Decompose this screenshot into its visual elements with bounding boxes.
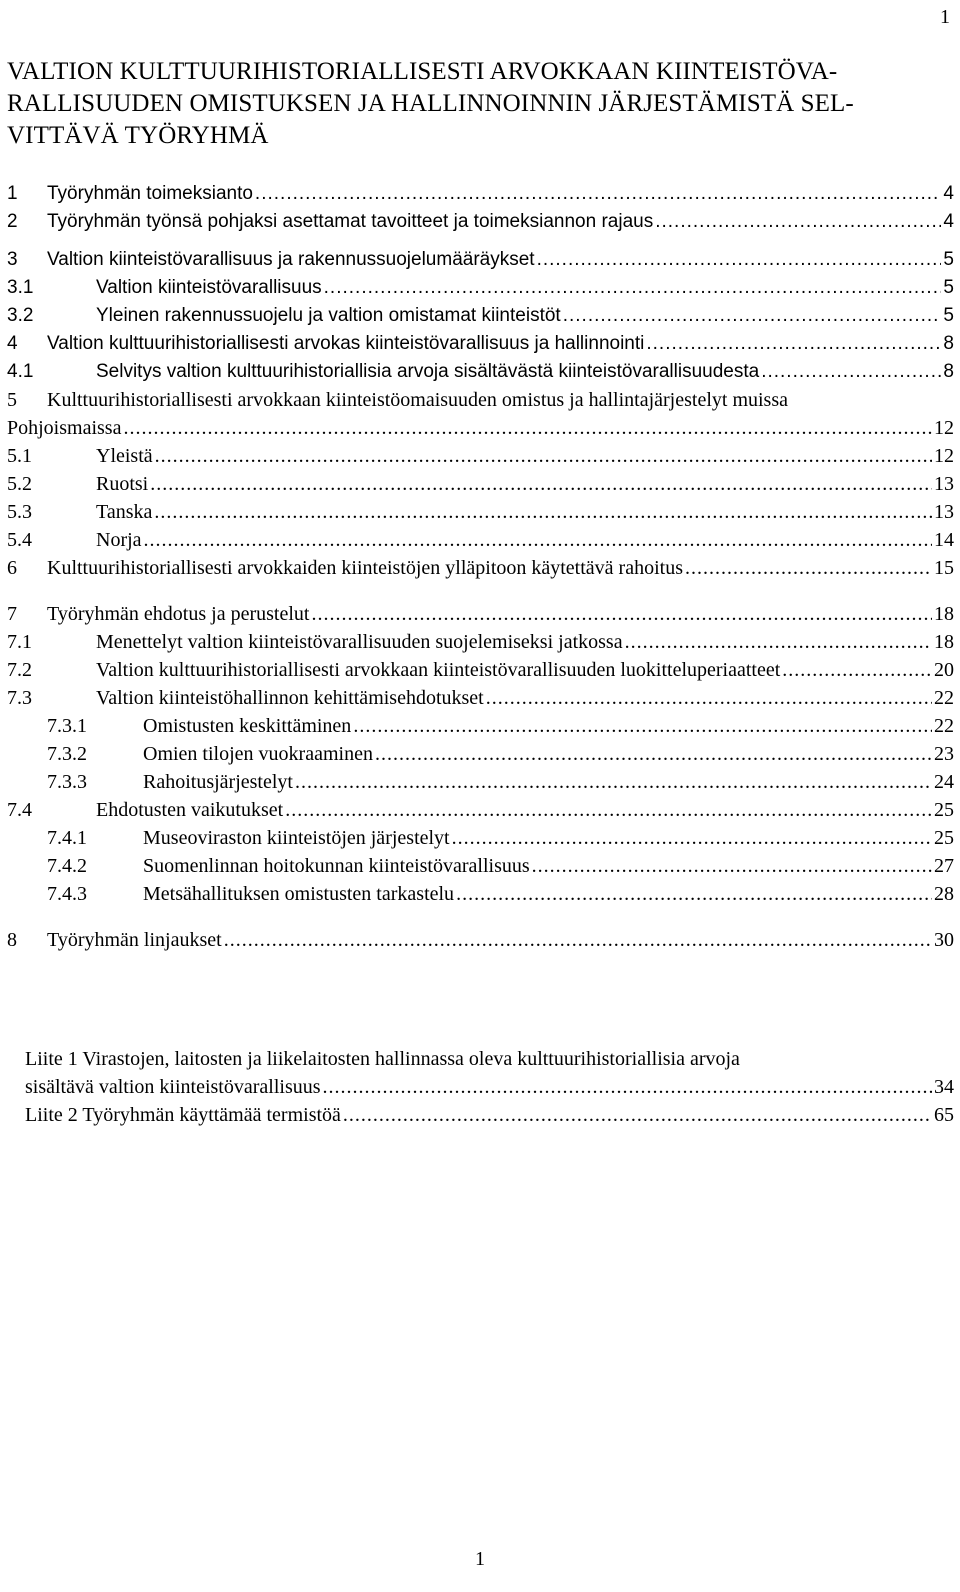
toc-entry[interactable] (7, 600, 954, 628)
toc-entry[interactable] (7, 526, 954, 554)
toc-number: 7 (7, 603, 17, 625)
toc-leader (311, 600, 932, 628)
toc-leader (295, 768, 932, 796)
toc-number: 7.4.2 (47, 855, 87, 877)
toc-number: 7.4.1 (47, 827, 87, 849)
toc-title: Pohjoismaissa (7, 417, 122, 439)
toc-title: Yleistä (96, 445, 153, 467)
toc-entry[interactable] (7, 386, 954, 414)
toc-title: Ruotsi (96, 473, 149, 495)
toc-number: 5.3 (7, 501, 32, 523)
toc-entry[interactable] (7, 628, 954, 656)
appendix-title: Liite 1 Virastojen, laitosten ja liikelaitosten hallinnassa oleva kulttuurihistoriallisia arvoja (25, 1048, 740, 1070)
toc-page: 30 (934, 929, 954, 951)
toc-page: 12 (934, 445, 954, 467)
appendix-page: 34 (934, 1076, 954, 1098)
toc-leader (255, 180, 942, 208)
toc-entry[interactable] (7, 684, 954, 712)
toc-number: 7.2 (7, 659, 32, 681)
toc-page: 22 (934, 715, 954, 737)
toc-entry[interactable] (7, 796, 954, 824)
toc-page: 12 (934, 417, 954, 439)
toc-title: Yleinen rakennussuojelu ja valtion omistamat kiinteistöt (96, 305, 561, 326)
toc-leader (782, 656, 932, 684)
toc-title: Kulttuurihistoriallisesti arvokkaan kiinteistöomaisuuden omistus ja hallintajärjestelyt muissa (47, 389, 788, 411)
toc-title: Omistusten keskittäminen (143, 715, 352, 737)
toc-page: 22 (934, 687, 954, 709)
toc-leader (375, 740, 932, 768)
toc-page: 13 (934, 501, 954, 523)
toc-entry[interactable] (7, 208, 954, 236)
toc-page: 18 (934, 603, 954, 625)
toc-page: 14 (934, 529, 954, 551)
appendix-title: Liite 2 Työryhmän käyttämää termistöä (25, 1104, 341, 1126)
toc-number: 8 (7, 929, 17, 951)
toc-page: 4 (943, 183, 954, 204)
toc-page: 18 (934, 631, 954, 653)
toc-entry-continuation[interactable] (7, 414, 954, 442)
toc-leader (343, 1101, 932, 1129)
toc-entry[interactable] (7, 358, 954, 386)
toc-number: 7.3.1 (47, 715, 87, 737)
toc-title: Museoviraston kiinteistöjen järjestelyt (143, 827, 450, 849)
toc-entry[interactable] (7, 470, 954, 498)
toc-number: 5.2 (7, 473, 32, 495)
appendix-list (25, 1045, 954, 1129)
toc-entry[interactable] (7, 246, 954, 274)
toc-page: 24 (934, 771, 954, 793)
toc-entry[interactable] (7, 880, 954, 908)
toc-number: 7.3 (7, 687, 32, 709)
toc-title: Työryhmän työnsä pohjaksi asettamat tavoitteet ja toimeksiannon rajaus (47, 211, 654, 232)
toc-leader (324, 274, 942, 302)
toc-number: 7.4 (7, 799, 32, 821)
appendix-entry[interactable] (25, 1101, 954, 1129)
toc-title: Ehdotusten vaikutukset (96, 799, 284, 821)
page-number-bottom: 1 (475, 1548, 485, 1570)
toc-page: 20 (934, 659, 954, 681)
toc-entry[interactable] (7, 740, 954, 768)
toc-entry[interactable] (7, 852, 954, 880)
toc-leader (224, 926, 932, 954)
toc-number: 3 (7, 249, 18, 270)
toc-leader (452, 824, 932, 852)
toc-leader (155, 442, 932, 470)
toc-number: 2 (7, 211, 18, 232)
toc-title: Valtion kiinteistövarallisuus (96, 277, 322, 298)
toc-entry[interactable] (7, 274, 954, 302)
toc-number: 1 (7, 183, 18, 204)
toc-title: Työryhmän ehdotus ja perustelut (47, 603, 310, 625)
toc-title: Omien tilojen vuokraaminen (143, 743, 373, 765)
toc-page: 28 (934, 883, 954, 905)
toc-page: 23 (934, 743, 954, 765)
appendix-page: 65 (934, 1104, 954, 1126)
appendix-entry-continuation[interactable] (25, 1073, 954, 1101)
toc-number: 7.3.3 (47, 771, 87, 793)
toc-number: 4 (7, 333, 18, 354)
toc-leader (532, 852, 932, 880)
toc-page: 27 (934, 855, 954, 877)
toc-title: Tanska (96, 501, 153, 523)
toc-title: Menettelyt valtion kiinteistövarallisuuden suojelemiseksi jatkossa (96, 631, 623, 653)
toc-title: Valtion kiinteistövarallisuus ja rakennussuojelumääräykset (47, 249, 535, 270)
toc-leader (625, 628, 932, 656)
toc-title: Norja (96, 529, 142, 551)
toc-leader (685, 554, 932, 582)
toc-title: Työryhmän toimeksianto (47, 183, 253, 204)
toc-title: Suomenlinnan hoitokunnan kiinteistövarallisuus (143, 855, 530, 877)
toc-title: Valtion kiinteistöhallinnon kehittämisehdotukset (96, 687, 484, 709)
document-title (7, 56, 947, 152)
toc-leader (285, 796, 932, 824)
appendix-title: sisältävä valtion kiinteistövarallisuus (25, 1076, 321, 1098)
toc-title: Valtion kulttuurihistoriallisesti arvokkaan kiinteistövarallisuuden luokitteluperiaatteet (96, 659, 781, 681)
title-line: VALTION KULTTUURIHISTORIALLISESTI ARVOKKAAN KIINTEISTÖVA- (7, 58, 838, 85)
toc-page: 25 (934, 827, 954, 849)
toc-page: 4 (943, 211, 954, 232)
toc-leader (144, 526, 932, 554)
toc-title: Työryhmän linjaukset (47, 929, 222, 951)
toc-entry[interactable] (7, 926, 954, 954)
toc-number: 5.1 (7, 445, 32, 467)
toc-leader (154, 498, 932, 526)
toc-entry[interactable] (7, 554, 954, 582)
toc-number: 5 (7, 389, 17, 411)
table-of-contents (7, 180, 954, 954)
toc-page: 13 (934, 473, 954, 495)
toc-leader (655, 208, 941, 236)
toc-number: 3.1 (7, 277, 34, 298)
toc-leader (486, 684, 932, 712)
toc-leader (323, 1073, 932, 1101)
toc-leader (761, 358, 941, 386)
toc-leader (123, 414, 932, 442)
toc-page: 8 (943, 333, 954, 354)
toc-entry[interactable] (7, 712, 954, 740)
toc-number: 7.3.2 (47, 743, 87, 765)
title-line: RALLISUUDEN OMISTUKSEN JA HALLINNOINNIN JÄRJESTÄMISTÄ SEL- (7, 90, 854, 117)
title-line: VITTÄVÄ TYÖRYHMÄ (7, 122, 269, 149)
toc-page: 25 (934, 799, 954, 821)
toc-page: 5 (943, 249, 954, 270)
toc-leader (456, 880, 932, 908)
toc-number: 7.1 (7, 631, 32, 653)
toc-title: Metsähallituksen omistusten tarkastelu (143, 883, 455, 905)
toc-page: 8 (943, 361, 954, 382)
toc-entry[interactable] (7, 180, 954, 208)
toc-entry[interactable] (7, 330, 954, 358)
toc-number: 3.2 (7, 305, 34, 326)
toc-title: Rahoitusjärjestelyt (143, 771, 293, 793)
toc-page: 5 (943, 277, 954, 298)
page-number-top: 1 (940, 6, 950, 28)
toc-leader (353, 712, 932, 740)
toc-entry[interactable] (7, 498, 954, 526)
toc-number: 6 (7, 557, 17, 579)
toc-title: Selvitys valtion kulttuurihistoriallisia arvoja sisältävästä kiinteistövarallisuudesta (96, 361, 760, 382)
toc-entry[interactable] (7, 302, 954, 330)
toc-title: Valtion kulttuurihistoriallisesti arvokas kiinteistövarallisuus ja hallinnointi (47, 333, 645, 354)
toc-entry[interactable] (7, 656, 954, 684)
toc-entry[interactable] (7, 768, 954, 796)
toc-page: 5 (943, 305, 954, 326)
toc-leader (150, 470, 932, 498)
appendix-entry[interactable] (25, 1045, 954, 1073)
toc-page: 15 (934, 557, 954, 579)
toc-entry[interactable] (7, 824, 954, 852)
toc-number: 5.4 (7, 529, 32, 551)
toc-entry[interactable] (7, 442, 954, 470)
toc-title: Kulttuurihistoriallisesti arvokkaiden kiinteistöjen ylläpitoon käytettävä rahoitus (47, 557, 683, 579)
toc-number: 4.1 (7, 361, 34, 382)
toc-leader (646, 330, 941, 358)
toc-number: 7.4.3 (47, 883, 87, 905)
toc-leader (537, 246, 942, 274)
toc-leader (563, 302, 942, 330)
